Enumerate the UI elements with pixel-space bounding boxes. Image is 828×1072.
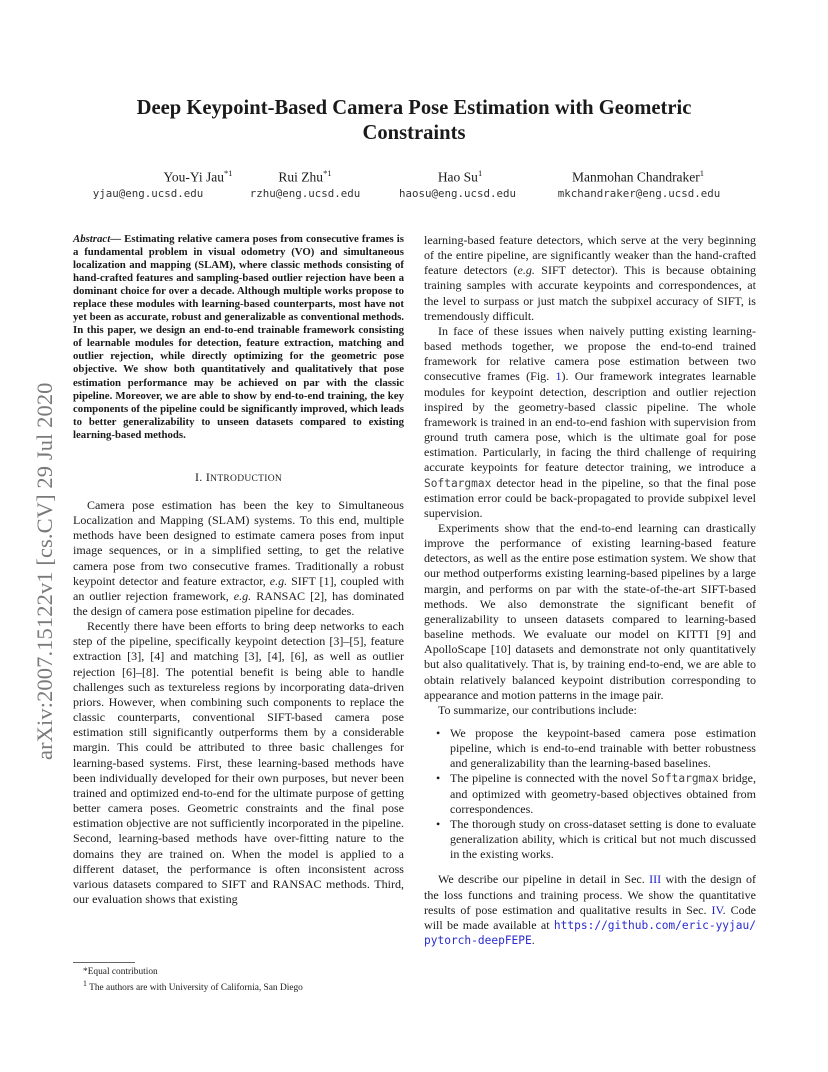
footnote-equal-contribution: *Equal contribution (83, 967, 158, 977)
intro-paragraph-6: To summarize, our contributions include: (438, 702, 637, 717)
abstract-label: Abstract (73, 233, 111, 245)
abstract-text: — Estimating relative camera poses from consecutive frames is a fundamental problem in visual odometry (VO) and simultaneous localization and mapping (SLAM), where classic methods consisting of hand-crafted features and sampling-based outlier rejection have been a dominant choice for over a decade. Although multiple works propose to replace these modules with learning-based counterparts, most have not yet been as accurate, robust and generalizable as conventional methods. In this paper, we design an end-to-end trainable framework consisting of learnable modules for detection, feature extraction, matching and outlier rejection, while directly optimizing for the geometric pose objective. We show both quantitatively and qualitatively that pose estimation performance may be achieved on par with the classic pipeline. Moreover, we are able to show by end-to-end training, the key components of the pipeline could be significantly improved, which leads to better generalizability to unseen datasets compared to existing learning-based methods. (73, 233, 404, 441)
section-number: I. (194, 469, 203, 484)
footnote-rule (73, 962, 135, 963)
section-reference-link[interactable]: III (649, 872, 662, 887)
footnotes (73, 966, 404, 994)
author-name: Manmohan Chandraker (571, 169, 700, 185)
author-name: You-Yi Jau (163, 169, 225, 185)
code-term: Softargmax (424, 476, 492, 490)
author-mark: *1 (224, 168, 233, 178)
intro-paragraph-2: Recently there have been efforts to bring deep networks to each step of the pipeline, specifically keypoint detection [3]–[5], feature extraction [3], [4] and matching [3], [4], [6], as well as outlier rejection [6]–[8]. The potential benefit is being able to handle challenges such as textureless regions by incorporating data-driven priors. However, when combining such components to replace the classic counterparts, conventional SIFT-based camera pose estimation still significantly outperforms them by a considerable margin. This could be attributed to three basic challenges for learning-based systems. First, these learning-based methods have been individually developed for their own purposes, but never been trained and optimized end-to-end for the ultimate purpose of getting better camera poses. Geometric constraints and the final pose estimation objective are not sufficiently incorporated in the pipeline. Second, learning-based methods have over-fitting nature to the domains they are trained on. When the model is applied to a different dataset, the performance is often inconsistent across various datasets compared to SIFT and RANSAC methods. Third, our evaluation shows that existing (73, 619, 404, 906)
abstract (73, 233, 404, 442)
section-title-rest: NTRODUCTION (210, 473, 283, 484)
author-1 (138, 165, 258, 186)
intro-paragraph-1: Camera pose estimation has been the key to Simultaneous Localization and Mapping (SLAM) systems. To this end, multiple methods have been designed to estimate camera poses from input image sequences, or in a simplified setting, to get the relative camera pose from two consecutive frames. Traditionally a robust keypoint detector and feature extractor, e.g. SIFT [1], coupled with an outlier rejection framework, e.g. RANSAC [2], has dominated the design of camera pose estimation pipeline for decades. (73, 497, 405, 618)
code-term: Softargmax (651, 772, 719, 786)
footnote-affiliation: $^1$ The authors are with University of California, San Diego (83, 979, 303, 994)
paper-title: Deep Keypoint-Based Camera Pose Estimation with Geometric Constraints (136, 97, 692, 144)
author-mark: 1 (699, 168, 705, 178)
left-column (73, 233, 404, 907)
author-4 (553, 165, 723, 186)
right-column (424, 233, 756, 948)
list-item: • We propose the keypoint-based camera pose estimation pipeline, which is end-to-end trainable with better robustness and generalizability than the learning-based baselines. (450, 726, 756, 771)
author-name: Hao Su (437, 169, 478, 185)
intro-paragraph-3: learning-based feature detectors, which serve at the very beginning of the entire pipeline, are significantly weaker than the hand-crafted feature detectors (e.g. SIFT detector). This is because obtaining training samples with accurate keypoints and correspondences, at the level to surpass or just match the subpixel accuracy of SIFT, is tremendously difficult. (424, 233, 757, 323)
author-email-2[interactable]: rzhu@eng.ucsd.edu (249, 187, 361, 200)
figure-reference-link[interactable]: 1 (555, 369, 562, 384)
author-2 (255, 165, 355, 186)
contributions-list (424, 726, 756, 862)
author-email-4[interactable]: mkchandraker@eng.ucsd.edu (557, 187, 721, 200)
section-heading-introduction (73, 470, 404, 487)
author-mark: *1 (323, 168, 332, 178)
list-item: • The pipeline is connected with the novel Softargmax bridge, and optimized with geometry-based objectives obtained from correspondences. (450, 771, 756, 816)
intro-paragraph-4: In face of these issues when naively putting existing learning-based methods together, we propose the end-to-end trained framework for relative camera pose estimation between two consecutive frames (Fig. 1). Our framework integrates learnable modules for keypoint detection, description and outlier rejection inspired by the geometry-based classic pipeline. The whole framework is trained in an end-to-end fashion with supervision from ground truth camera pose, which is the ultimate goal for pose estimation. Particularly, in facing the third challenge of requiring accurate keypoints for feature detector training, we introduce a Softargmax detector head in the pipeline, so that the final pose estimation error could be back-propagated to provide subpixel level supervision. (424, 323, 757, 520)
author-name: Rui Zhu (278, 169, 324, 185)
intro-paragraph-7: We describe our pipeline in detail in Sec. III with the design of the loss functions and training process. We show the quantitative results of pose estimation and qualitative results in Sec. IV. Code will be made available at https://github.com/eric-yyjau/pytorch-deepFEPE. (424, 872, 756, 948)
arxiv-identifier: arXiv:2007.15122v1 [cs.CV] 29 Jul 2020 (32, 382, 57, 760)
list-item: • The thorough study on cross-dataset setting is done to evaluate generalization ability, which is critical but not much discussed in the existing works. (450, 817, 756, 862)
section-reference-link[interactable]: IV (711, 902, 723, 917)
code-url-link[interactable]: https://github.com/eric-yyjau/pytorch-deepFEPE (424, 918, 756, 948)
section-initial: I (205, 469, 211, 484)
author-email-1[interactable]: yjau@eng.ucsd.edu (92, 187, 204, 200)
intro-paragraph-5: Experiments show that the end-to-end learning can drastically improve the performance of existing learning-based feature detectors, as well as the entire pose estimation system. We show that our method outperforms existing learning-based pipelines by a large margin, and performs on par with the state-of-the-art SIFT-based methods. We also demonstrate the significant benefit of generalizability to unseen datasets compared to learning-based baseline methods. We evaluate our model on KITTI [9] and ApolloScape [10] datasets and demonstrate not only quantitatively but also qualitatively. That is, by training end-to-end, we are able to obtain relatively balanced keypoint distribution corresponding to appearance and motion patterns in the image pair. (424, 520, 756, 702)
author-email-3[interactable]: haosu@eng.ucsd.edu (398, 187, 516, 200)
author-mark: 1 (477, 168, 483, 178)
author-3 (410, 165, 510, 186)
